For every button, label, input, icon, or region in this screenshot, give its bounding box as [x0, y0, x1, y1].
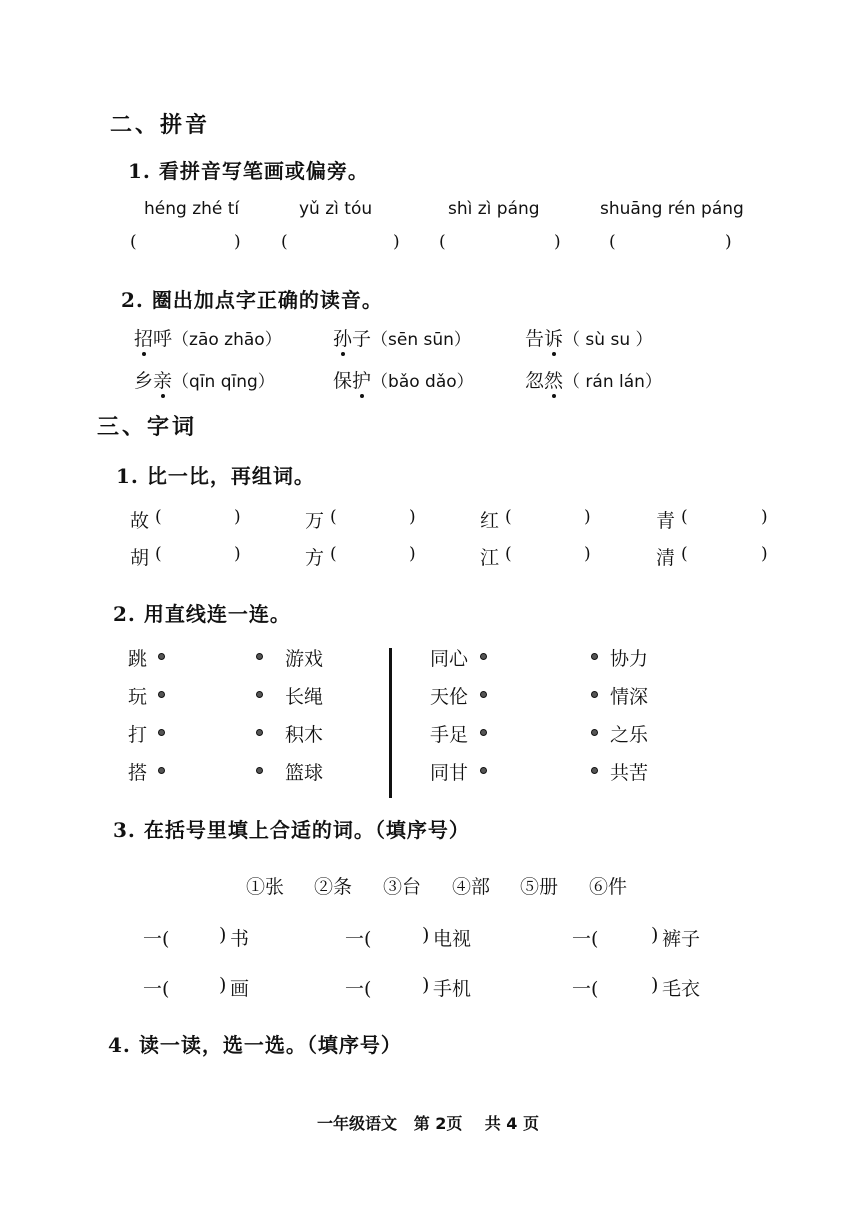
pinyin-item: héng zhé tí [144, 199, 240, 219]
answer-paren-close: ) [234, 544, 241, 564]
match-word: 打 [128, 724, 148, 746]
answer-paren-open: ( [609, 232, 616, 252]
fill-noun: 画 [230, 978, 250, 1000]
option-item: ⑥件 [589, 876, 628, 898]
match-dot[interactable] [591, 729, 598, 736]
match-dot[interactable] [256, 653, 263, 660]
answer-paren-close: ) [584, 544, 591, 564]
question-3-2-title: 2. 用直线连一连。 [113, 602, 291, 626]
compare-char: 青 [656, 510, 676, 532]
answer-paren-close: ) [725, 232, 732, 252]
fill-prefix: 一( [572, 978, 599, 1000]
dotted-char: 诉 [544, 324, 563, 351]
answer-paren-close: ) [409, 544, 416, 564]
reading-item [333, 324, 471, 351]
fill-noun: 裤子 [662, 928, 701, 950]
match-dot[interactable] [256, 767, 263, 774]
dotted-char: 孙 [333, 324, 352, 351]
match-dot[interactable] [480, 691, 487, 698]
compare-char: 方 [305, 547, 325, 569]
pinyin-options: （ sù su ） [563, 330, 653, 350]
question-3-3-title: 3. 在括号里填上合适的词。（填序号） [113, 818, 470, 842]
match-dot[interactable] [480, 767, 487, 774]
match-dot[interactable] [256, 729, 263, 736]
answer-paren-open: ( [505, 507, 512, 527]
question-3-4-title: 4. 读一读，选一选。（填序号） [108, 1033, 402, 1057]
match-word: 游戏 [285, 648, 324, 670]
option-item: ①张 [246, 876, 285, 898]
compare-char: 胡 [130, 547, 150, 569]
match-word: 篮球 [285, 762, 324, 784]
fill-noun: 手机 [433, 978, 472, 1000]
word-char: 呼 [153, 328, 173, 350]
pinyin-options: （ rán lán） [563, 372, 662, 392]
option-item: ③台 [383, 876, 422, 898]
match-word: 长绳 [285, 686, 324, 708]
match-word: 搭 [128, 762, 148, 784]
pinyin-item: shuāng rén páng [600, 199, 744, 219]
answer-paren-open: ( [281, 232, 288, 252]
option-item: ④部 [452, 876, 491, 898]
pinyin-options: （sēn sūn） [371, 330, 471, 350]
answer-paren-close: ) [234, 507, 241, 527]
answer-paren-open: ( [505, 544, 512, 564]
match-word: 共苦 [610, 762, 649, 784]
fill-prefix: 一( [143, 928, 170, 950]
dotted-char: 招 [134, 324, 153, 351]
answer-paren-close: ) [554, 232, 561, 252]
fill-prefix: 一( [143, 978, 170, 1000]
fill-noun: 书 [230, 928, 250, 950]
fill-prefix: 一( [345, 978, 372, 1000]
answer-paren-open: ( [155, 544, 162, 564]
match-word: 手足 [430, 724, 469, 746]
match-word: 协力 [610, 648, 649, 670]
match-word: 同甘 [430, 762, 469, 784]
fill-prefix: 一( [345, 928, 372, 950]
match-word: 跳 [128, 648, 148, 670]
fill-noun: 毛衣 [662, 978, 701, 1000]
compare-char: 故 [130, 510, 150, 532]
match-dot[interactable] [480, 729, 487, 736]
reading-item [525, 366, 662, 393]
fill-noun: 电视 [433, 928, 472, 950]
reading-item [525, 324, 653, 351]
option-item: ②条 [314, 876, 353, 898]
answer-paren-close: ) [584, 507, 591, 527]
match-word: 玩 [128, 686, 148, 708]
match-word: 情深 [610, 686, 649, 708]
match-word: 积木 [285, 724, 324, 746]
word-char: 告 [525, 328, 545, 350]
option-item: ⑤册 [520, 876, 559, 898]
pinyin-options: （bǎo dǎo） [371, 372, 474, 392]
answer-paren-open: ( [155, 507, 162, 527]
reading-item [134, 366, 275, 393]
section-2-title: 二、拼音 [110, 112, 211, 138]
match-dot[interactable] [591, 767, 598, 774]
compare-char: 清 [656, 547, 676, 569]
question-2-1-title: 1. 看拼音写笔画或偏旁。 [128, 159, 369, 183]
match-dot[interactable] [158, 767, 165, 774]
match-word: 之乐 [610, 724, 649, 746]
fill-close: ) [651, 974, 659, 996]
fill-close: ) [219, 924, 227, 946]
match-dot[interactable] [158, 653, 165, 660]
reading-item [333, 366, 474, 393]
word-char: 保 [333, 370, 353, 392]
answer-paren-open: ( [130, 232, 137, 252]
pinyin-item: yǔ zì tóu [299, 199, 373, 219]
divider-line [389, 648, 392, 798]
fill-close: ) [219, 974, 227, 996]
answer-paren-open: ( [330, 544, 337, 564]
compare-char: 江 [480, 547, 500, 569]
section-3-title: 三、字词 [97, 414, 198, 440]
answer-paren-close: ) [761, 507, 768, 527]
word-char: 忽 [525, 370, 545, 392]
dotted-char: 护 [352, 366, 371, 393]
answer-paren-close: ) [409, 507, 416, 527]
answer-paren-close: ) [761, 544, 768, 564]
match-dot[interactable] [591, 653, 598, 660]
pinyin-options: （zāo zhāo） [172, 330, 282, 350]
reading-item [134, 324, 282, 351]
answer-paren-open: ( [681, 507, 688, 527]
compare-char: 红 [480, 510, 500, 532]
page-footer: 一年级语文 第 2页 共 4 页 [317, 1114, 539, 1133]
pinyin-options: （qīn qīng） [172, 372, 275, 392]
match-dot[interactable] [480, 653, 487, 660]
question-2-2-title: 2. 圈出加点字正确的读音。 [121, 288, 383, 312]
fill-close: ) [422, 924, 430, 946]
match-dot[interactable] [158, 691, 165, 698]
match-dot[interactable] [158, 729, 165, 736]
match-dot[interactable] [256, 691, 263, 698]
compare-char: 万 [305, 510, 325, 532]
answer-paren-close: ) [234, 232, 241, 252]
question-3-1-title: 1. 比一比，再组词。 [116, 464, 315, 488]
pinyin-item: shì zì páng [448, 199, 540, 219]
dotted-char: 然 [544, 366, 563, 393]
match-word: 天伦 [430, 686, 469, 708]
match-word: 同心 [430, 648, 469, 670]
dotted-char: 亲 [153, 366, 172, 393]
fill-close: ) [422, 974, 430, 996]
fill-close: ) [651, 924, 659, 946]
word-char: 子 [352, 328, 372, 350]
word-char: 乡 [134, 370, 154, 392]
fill-prefix: 一( [572, 928, 599, 950]
answer-paren-open: ( [439, 232, 446, 252]
answer-paren-close: ) [393, 232, 400, 252]
answer-paren-open: ( [330, 507, 337, 527]
match-dot[interactable] [591, 691, 598, 698]
answer-paren-open: ( [681, 544, 688, 564]
